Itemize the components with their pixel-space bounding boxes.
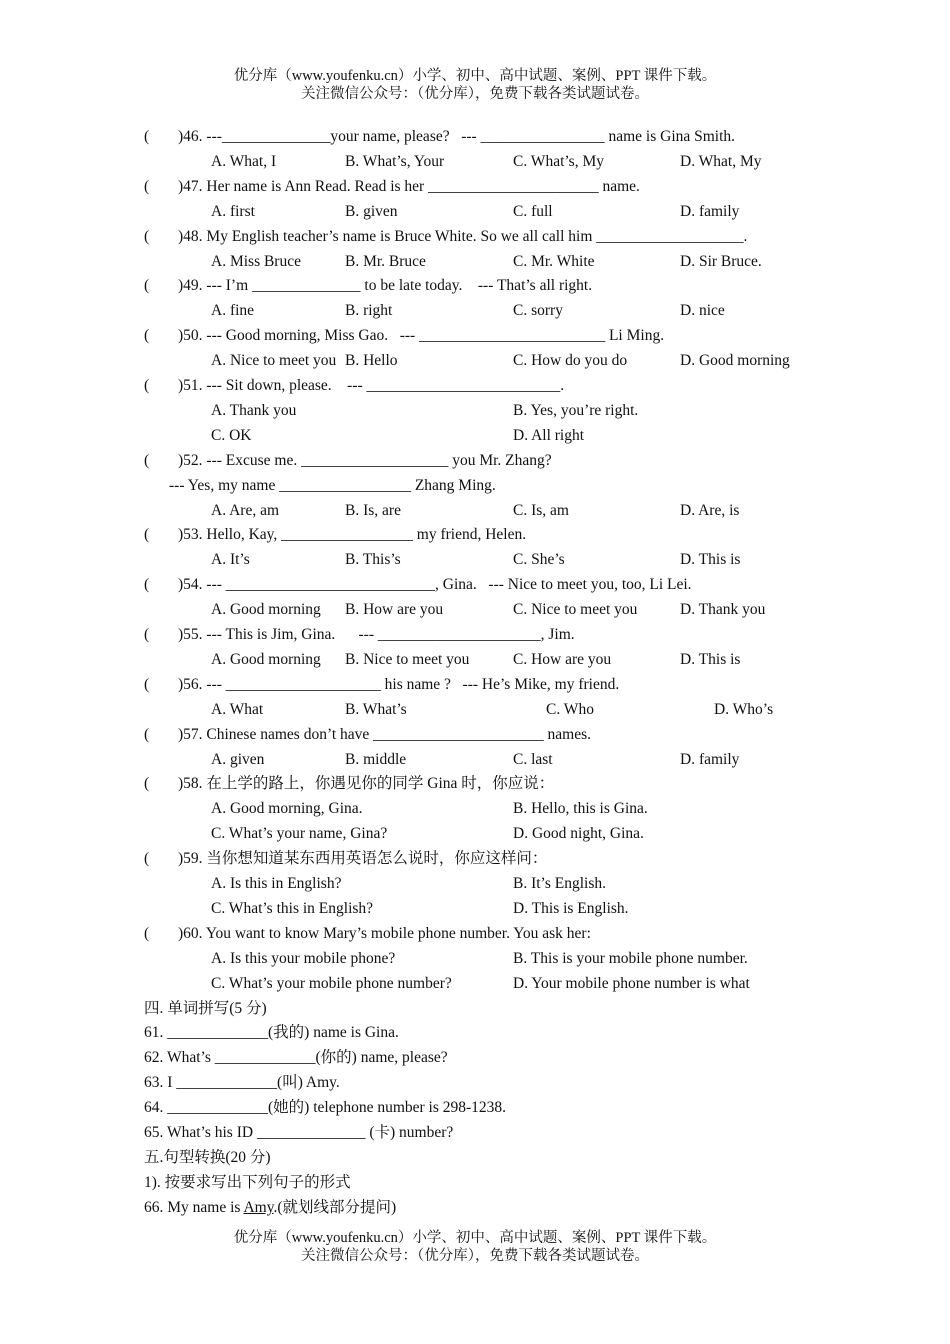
spelling-item-text: 61. _____________(我的) name is Gina. <box>144 1024 399 1042</box>
option <box>211 871 341 896</box>
option <box>211 249 301 274</box>
option-text: D. Good morning <box>680 352 790 370</box>
page-header <box>0 67 950 103</box>
option-text: A. Thank you <box>211 401 297 419</box>
option-text: C. Nice to meet you <box>513 601 638 619</box>
option-text: B. This is your mobile phone number. <box>513 949 748 967</box>
answer-paren: ( <box>144 924 150 942</box>
option <box>211 498 279 523</box>
option-text: D. Your mobile phone number is what <box>513 974 750 992</box>
question-stem <box>144 921 591 946</box>
question-text: )55. --- This is Jim, Gina. --- _____________________, Jim. <box>178 626 575 643</box>
option-text: D. family <box>680 202 740 220</box>
question-stem <box>144 124 735 149</box>
instruction-line <box>144 1170 351 1195</box>
option-text: C. Is, am <box>513 501 569 519</box>
question-subline <box>169 473 496 498</box>
answer-paren: ( <box>144 675 150 693</box>
option <box>513 348 627 373</box>
question-text: )48. My English teacher’s name is Bruce White. So we all call him ___________________. <box>178 227 748 245</box>
option <box>513 547 565 572</box>
option-text: B. Hello <box>345 352 398 370</box>
answer-paren: ( <box>144 277 150 295</box>
option <box>345 199 398 224</box>
question-text: )46. ---______________your name, please? --- ________________ name is Gina Smith. <box>178 128 736 145</box>
option-text: C. She’s <box>513 551 565 569</box>
option-text: D. Who’s <box>714 700 774 718</box>
answer-paren: ( <box>144 626 150 643</box>
section-title-text: 四. 单词拼写(5 分) <box>144 999 267 1017</box>
question-text: )47. Her name is Ann Read. Read is her ______________________ name. <box>178 177 640 195</box>
option <box>680 149 762 174</box>
option <box>513 647 611 672</box>
question-stem <box>144 771 554 796</box>
option-text: D. This is English. <box>513 899 629 917</box>
question-text: )54. --- ___________________________, Gina. --- Nice to meet you, too, Li Lei. <box>178 576 692 594</box>
option <box>680 747 739 772</box>
question-text: )56. --- ____________________ his name ? --- He’s Mike, my friend. <box>178 675 620 693</box>
option <box>345 597 443 622</box>
option-text: C. What’s your mobile phone number? <box>211 974 452 992</box>
option-text: C. What’s your name, Gina? <box>211 825 388 843</box>
option <box>680 547 740 572</box>
instruction-text: 1). 按要求写出下列句子的形式 <box>144 1173 351 1191</box>
spelling-item <box>144 1020 399 1045</box>
question-stem <box>144 273 592 298</box>
option-text: B. given <box>345 202 398 220</box>
option <box>513 971 750 996</box>
option-text: D. All right <box>513 426 585 444</box>
question-text: )50. --- Good morning, Miss Gao. --- ________________________ Li Ming. <box>178 327 665 345</box>
footer-line-2: 关注微信公众号：（优分库），免费下载各类试题试卷。 <box>301 1248 649 1264</box>
option-text: B. What’s <box>345 700 407 718</box>
spelling-item-text: 63. I _____________(叫) Amy. <box>144 1074 340 1092</box>
question-text: )52. --- Excuse me. ___________________ you Mr. Zhang? <box>178 451 552 469</box>
option-text: A. Is this in English? <box>211 875 342 892</box>
question-text: )59. 当你想知道某东西用英语怎么说时，你应这样问： <box>178 850 548 868</box>
option <box>513 946 748 971</box>
option <box>345 249 426 274</box>
spelling-item <box>144 1095 506 1120</box>
option <box>513 398 638 423</box>
option-text: A. Good morning <box>211 650 321 668</box>
spelling-item-text: 65. What’s his ID ______________ (卡) number? <box>144 1124 454 1141</box>
answer-paren: ( <box>144 227 150 245</box>
section-title <box>144 996 267 1021</box>
spelling-item <box>144 1120 453 1145</box>
page-footer <box>0 1229 950 1265</box>
option-text: C. What’s this in English? <box>211 899 374 917</box>
question-stem <box>144 323 664 348</box>
section-title-text: 五.句型转换(20 分) <box>144 1148 271 1166</box>
option <box>345 348 398 373</box>
option <box>714 697 773 722</box>
answer-paren: ( <box>144 327 150 345</box>
option-text: C. last <box>513 750 553 768</box>
option <box>513 821 644 846</box>
option <box>211 821 387 846</box>
answer-paren: ( <box>144 177 150 195</box>
option <box>211 348 336 373</box>
question-text: )57. Chinese names don’t have ______________________ names. <box>178 725 591 743</box>
question-text: )60. You want to know Mary’s mobile phone number. You ask her: <box>178 924 591 942</box>
question-text: )53. Hello, Kay, _________________ my friend, Helen. <box>178 526 527 544</box>
option <box>680 298 725 323</box>
option-text: C. sorry <box>513 302 563 320</box>
option <box>513 298 563 323</box>
answer-paren: ( <box>144 526 150 544</box>
option <box>211 398 296 423</box>
option <box>513 597 637 622</box>
option-text: C. Mr. White <box>513 252 595 270</box>
option-text: A. What <box>211 700 264 718</box>
option <box>211 149 276 174</box>
option <box>680 498 739 523</box>
question-stem <box>144 722 591 747</box>
option-text: D. family <box>680 750 740 768</box>
option-text: B. middle <box>345 750 407 768</box>
option <box>211 747 264 772</box>
option <box>513 423 584 448</box>
transform-item <box>144 1195 396 1220</box>
section-title <box>144 1145 271 1170</box>
option <box>513 747 553 772</box>
option <box>211 547 250 572</box>
option <box>211 971 452 996</box>
option-text: B. How are you <box>345 601 444 619</box>
option-text: A. Is this your mobile phone? <box>211 949 396 967</box>
option-text: D. This is <box>680 650 741 668</box>
option <box>211 697 263 722</box>
option-text: B. right <box>345 302 393 320</box>
question-stem <box>144 572 692 597</box>
option-text: B. Is, are <box>345 501 401 519</box>
spelling-item <box>144 1070 340 1095</box>
footer-line-1: 优分库（www.youfenku.cn）小学、初中、高中试题、案例、PPT 课件下载。 <box>233 1230 717 1246</box>
transform-item-suffix: .(就划线部分提问) <box>273 1198 397 1216</box>
option-text: B. Hello, this is Gina. <box>513 800 648 818</box>
option <box>345 647 469 672</box>
option-text: A. given <box>211 750 265 768</box>
option-text: A. first <box>211 202 255 220</box>
option <box>680 348 790 373</box>
option <box>211 647 321 672</box>
option <box>345 149 444 174</box>
option <box>680 647 740 672</box>
option <box>345 747 406 772</box>
question-text: )51. --- Sit down, please. --- _________________________. <box>178 377 565 394</box>
option <box>211 796 363 821</box>
option <box>345 697 407 722</box>
spelling-item <box>144 1045 448 1070</box>
option-text: B. This’s <box>345 551 401 569</box>
header-line-1: 优分库（www.youfenku.cn）小学、初中、高中试题、案例、PPT 课件下载。 <box>233 68 717 84</box>
option-text: D. This is <box>680 551 741 569</box>
option <box>513 896 629 921</box>
header-line-2: 关注微信公众号：（优分库），免费下载各类试题试卷。 <box>301 86 649 102</box>
spelling-item-text: 62. What’s _____________(你的) name, please? <box>144 1049 448 1067</box>
option <box>680 597 765 622</box>
option-text: C. OK <box>211 426 252 444</box>
option <box>513 249 595 274</box>
option-text: A. Miss Bruce <box>211 252 301 270</box>
option-text: D. Sir Bruce. <box>680 252 762 270</box>
option-text: B. Yes, you’re right. <box>513 401 639 419</box>
option <box>513 871 606 896</box>
option-text: B. Nice to meet you <box>345 650 470 668</box>
option-text: C. How do you do <box>513 352 628 370</box>
option-text: A. What, I <box>211 152 277 170</box>
option-text: B. It’s English. <box>513 875 607 892</box>
option <box>211 946 395 971</box>
option-text: A. Are, am <box>211 501 280 519</box>
answer-paren: ( <box>144 850 150 868</box>
underlined-word: Amy <box>243 1198 274 1216</box>
option <box>513 498 569 523</box>
answer-paren: ( <box>144 725 150 743</box>
option-text: A. Good morning, Gina. <box>211 800 363 818</box>
option-text: C. Who <box>546 700 594 718</box>
answer-paren: ( <box>144 451 150 469</box>
option-text: B. What’s, Your <box>345 152 445 170</box>
option <box>680 199 739 224</box>
question-stem <box>144 672 619 697</box>
option <box>345 498 401 523</box>
option-text: D. Are, is <box>680 501 740 519</box>
option <box>513 796 648 821</box>
question-stem <box>144 448 552 473</box>
question-text: )58. 在上学的路上，你遇见你的同学 Gina 时，你应说： <box>178 775 555 793</box>
option-text: C. What’s, My <box>513 152 604 170</box>
option <box>513 149 604 174</box>
option-text: A. It’s <box>211 551 250 569</box>
option-text: B. Mr. Bruce <box>345 252 426 270</box>
option <box>211 298 254 323</box>
question-text: )49. --- I’m ______________ to be late today. --- That’s all right. <box>178 277 593 295</box>
option <box>211 199 255 224</box>
question-stem <box>144 846 547 871</box>
option <box>211 423 251 448</box>
option <box>680 249 762 274</box>
option-text: D. What, My <box>680 152 762 170</box>
question-stem <box>144 174 640 199</box>
option <box>345 298 392 323</box>
question-stem <box>144 373 564 398</box>
option <box>345 547 401 572</box>
option <box>211 896 373 921</box>
answer-paren: ( <box>144 576 150 594</box>
option <box>546 697 594 722</box>
question-stem <box>144 622 575 647</box>
question-stem <box>144 522 526 547</box>
option-text: C. How are you <box>513 650 612 668</box>
option <box>513 199 553 224</box>
option-text: A. Good morning <box>211 601 321 619</box>
answer-paren: ( <box>144 775 150 793</box>
option-text: A. fine <box>211 302 255 320</box>
option-text: D. Good night, Gina. <box>513 825 644 843</box>
question-subline-text: --- Yes, my name _________________ Zhang Ming. <box>169 476 496 494</box>
spelling-item-text: 64. _____________(她的) telephone number is 298-1238. <box>144 1099 507 1117</box>
transform-item-prefix: 66. My name is <box>144 1198 244 1216</box>
option-text: C. full <box>513 202 553 220</box>
answer-paren: ( <box>144 128 150 145</box>
answer-paren: ( <box>144 377 150 394</box>
option-text: D. Thank you <box>680 601 766 619</box>
question-stem <box>144 224 747 249</box>
option-text: A. Nice to meet you <box>211 352 337 370</box>
option <box>211 597 321 622</box>
option-text: D. nice <box>680 302 725 320</box>
